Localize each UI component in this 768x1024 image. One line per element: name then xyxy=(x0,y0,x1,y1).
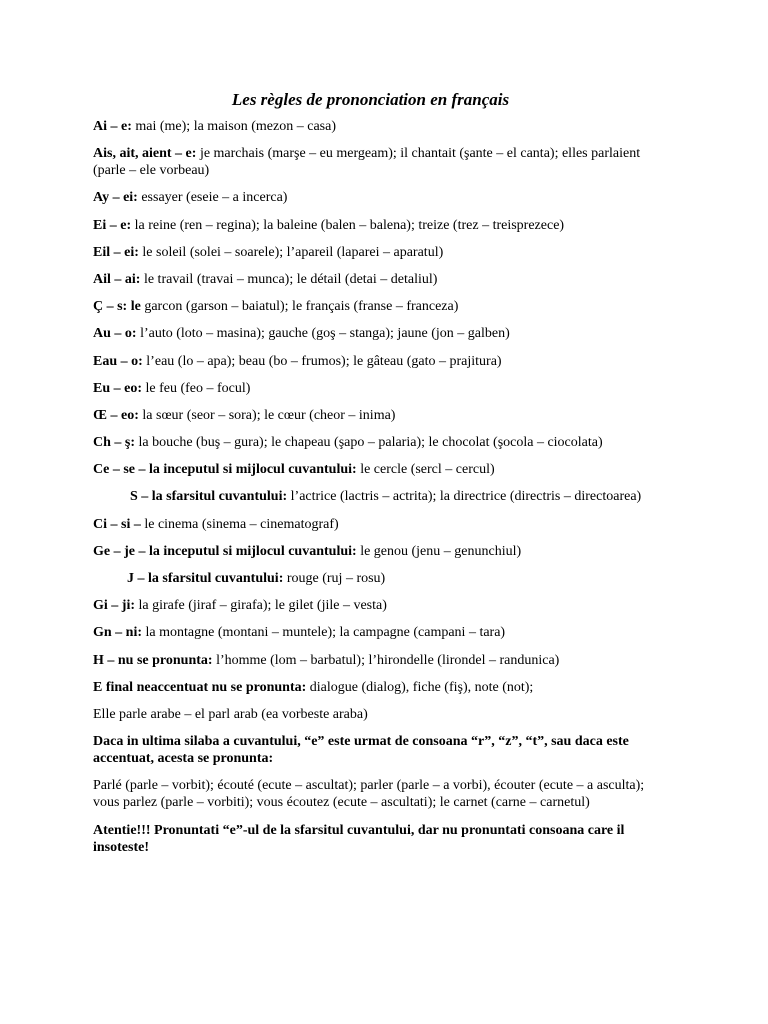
rule-text: la sœur (seor – sora); le cœur (cheor – inima) xyxy=(138,407,396,423)
rule-text: rouge (ruj – rosu) xyxy=(283,571,386,586)
rule-text: l’auto (loto – masina); gauche (goş – stanga); jaune (jon – galben) xyxy=(136,326,510,342)
rule-item xyxy=(93,652,648,669)
rule-item xyxy=(93,271,648,288)
example-line: Elle parle arabe – el parl arab (ea vorbeste araba) xyxy=(93,706,368,722)
rule-item xyxy=(93,679,648,696)
rule-label: H – nu se pronunta: xyxy=(93,652,213,668)
rule-label: Ç – s: le xyxy=(93,299,141,315)
rule-item xyxy=(93,461,648,478)
rule-text: le genou (jenu – genunchiul) xyxy=(356,543,522,559)
rule-item xyxy=(93,217,648,234)
rule-text: le cercle (sercl – cercul) xyxy=(356,462,495,478)
rule-label: Œ – eo: xyxy=(93,407,139,423)
rule-item xyxy=(93,543,648,560)
rule-text: je marchais (marşe – eu mergeam); il chantait (şante – el canta); elles parlaient (parle – ele vorbeau) xyxy=(93,146,641,179)
rule-text: la bouche (buş – gura); le chapeau (şapo – palaria); le chocolat (şocola – ciocolata) xyxy=(135,435,603,451)
rule-text: la girafe (jiraf – girafa); le gilet (jile – vesta) xyxy=(135,598,387,614)
rule-item xyxy=(93,516,648,533)
rule-label: Ge – je – la inceputul si mijlocul cuvantului: xyxy=(93,543,357,559)
rule-text: essayer (eseie – a incerca) xyxy=(137,190,288,206)
rule-item xyxy=(93,145,648,179)
rule-label: Eu – eo: xyxy=(93,380,142,396)
rule-label: Ay – ei: xyxy=(93,190,138,206)
rule-text: le soleil (solei – soarele); l’apareil (laparei – aparatul) xyxy=(138,244,444,260)
rule-text: garcon (garson – baiatul); le français (franse – franceza) xyxy=(140,299,459,315)
rules-list xyxy=(93,118,648,696)
rule-label: Ci – si – xyxy=(93,516,141,532)
rule-text: l’actrice (lactris – actrita); la directrice (directris – directoarea) xyxy=(287,489,642,505)
rule-item xyxy=(93,244,648,261)
rule-text: la reine (ren – regina); la baleine (balen – balena); treize (trez – treisprezece) xyxy=(131,217,565,233)
rule-label: Ch – ş: xyxy=(93,435,136,451)
rule-text: mai (me); la maison (mezon – casa) xyxy=(131,119,336,134)
rule-item xyxy=(93,189,648,206)
rule-label: Ce – se – la inceputul si mijlocul cuvantului: xyxy=(93,462,357,478)
rule-item xyxy=(93,488,648,505)
rule-item xyxy=(93,325,648,342)
rule-text: le feu (feo – focul) xyxy=(142,380,251,396)
rule-item xyxy=(93,624,648,641)
rule-text: dialogue (dialog), fiche (fiş), note (not); xyxy=(306,679,534,695)
rule-item xyxy=(93,298,648,315)
rule-label: Ais, ait, aient – e: xyxy=(93,146,197,162)
examples-paragraph: Parlé (parle – vorbit); écouté (ecute – ascultat); parler (parle – a vorbi), écouter (ecute – a asculta); vous parlez (parle – vorbiti); vous écoutez (ecute – ascultati); le carnet (carne – carnetul) xyxy=(93,778,645,811)
rule-label: Ei – e: xyxy=(93,217,132,233)
rule-label: E final neaccentuat nu se pronunta: xyxy=(93,679,307,695)
attention-note: Atentie!!! Pronuntati “e”-ul de la sfarsitul cuvantului, dar nu pronuntati consoana care il insoteste! xyxy=(93,822,625,855)
rule-item xyxy=(93,434,648,451)
rule-item xyxy=(93,118,648,135)
rule-label: Ail – ai: xyxy=(93,271,141,287)
page-title: Les règles de prononciation en français xyxy=(231,90,510,109)
rule-label: Ai – e: xyxy=(93,119,132,134)
rule-text: la montagne (montani – muntele); la campagne (campani – tara) xyxy=(142,625,506,641)
rule-text: le cinema (sinema – cinematograf) xyxy=(140,516,339,532)
rule-label: Eau – o: xyxy=(93,353,143,369)
rule-label: Au – o: xyxy=(93,326,137,342)
rule-text: le travail (travai – munca); le détail (detai – detaliul) xyxy=(140,271,438,287)
rule-item xyxy=(93,407,648,424)
rule-text: l’eau (lo – apa); beau (bo – frumos); le gâteau (gato – prajitura) xyxy=(142,353,502,369)
rule-label: Eil – ei: xyxy=(93,244,139,260)
rule-label: S – la sfarsitul cuvantului: xyxy=(130,489,288,505)
rule-label: Gi – ji: xyxy=(93,598,135,614)
rule-label: Gn – ni: xyxy=(93,625,143,641)
rule-item xyxy=(93,597,648,614)
bold-rule-paragraph: Daca in ultima silaba a cuvantului, “e” este urmat de consoana “r”, “z”, “t”, sau daca este accentuat, acesta se pronunta: xyxy=(93,734,629,767)
rule-item xyxy=(93,380,648,397)
rule-text: l’homme (lom – barbatul); l’hirondelle (lirondel – randunica) xyxy=(212,652,560,668)
rule-item xyxy=(93,570,648,587)
rule-item xyxy=(93,353,648,370)
rule-label: J – la sfarsitul cuvantului: xyxy=(127,571,284,586)
